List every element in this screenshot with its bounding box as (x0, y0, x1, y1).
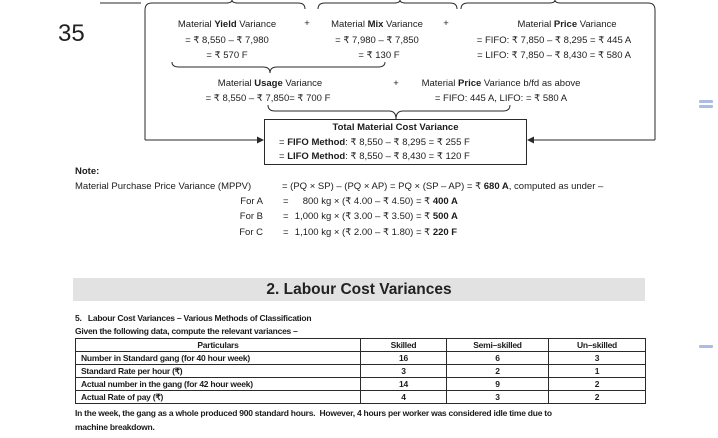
table-header-row (76, 339, 646, 352)
item-label-b: For B (239, 211, 263, 222)
item-expression: kg × (₹ 3.00 – ₹ 3.50) = ₹ (318, 211, 433, 222)
cell-skilled: 16 (361, 352, 447, 365)
price-variance-lifo: = LIFO: ₹ 7,850 – ₹ 8,430 = ₹ 580 A (477, 50, 631, 61)
yield-variance-formula: = ₹ 8,550 – ₹ 7,980 (185, 35, 269, 46)
mppv-expression: = (PQ × SP) – (PQ × AP) = PQ × (SP – AP) = ₹ (282, 181, 484, 192)
cell-un-skilled: 2 (549, 378, 646, 391)
item-quantity: 1,100 (294, 227, 319, 238)
mix-variance-formula: = ₹ 7,980 – ₹ 7,850 (335, 35, 419, 46)
item-result: 500 A (432, 211, 458, 222)
grip-line-icon (699, 105, 713, 108)
table-row (76, 378, 646, 391)
total-fifo-line (279, 137, 470, 149)
plus-sign: + (443, 18, 449, 29)
title-suffix: Variance (236, 19, 277, 30)
brace-yield-mix (172, 62, 385, 73)
problem-footer-line-1: In the week, the gang as a whole produced 900 standard hours. However, 4 hours per worker was considered idle time due to (75, 408, 552, 418)
item-quantity: 800 (302, 196, 319, 207)
item-calc-b (283, 211, 458, 223)
row-label: Standard Rate per hour (₹) (76, 365, 361, 378)
cell-skilled: 14 (361, 378, 447, 391)
note-heading: Note: (75, 166, 100, 177)
column-header-skilled: Skilled (361, 339, 447, 352)
item-result: 220 F (432, 227, 458, 238)
eq-sign: = (283, 211, 289, 222)
mix-variance-title (307, 19, 447, 31)
method-label: FIFO Method (287, 137, 346, 148)
title-suffix: Variance (282, 78, 323, 89)
mppv-label: Material Purchase Price Variance (MPPV) (75, 181, 252, 192)
price-bfd-values: = FIFO: 445 A, LIFO: = ₹ 580 A (434, 93, 568, 104)
plus-sign: + (304, 18, 310, 29)
title-keyword: Usage (254, 78, 283, 89)
cell-un-skilled: 2 (549, 391, 646, 404)
eq-sign: = (283, 196, 289, 207)
cell-un-skilled: 1 (549, 365, 646, 378)
arrowhead-left (257, 137, 264, 144)
total-variance-title: Total Material Cost Variance (332, 122, 459, 133)
problem-footer-line-2: machine breakdown. (75, 422, 155, 432)
cell-un-skilled: 3 (549, 352, 646, 365)
mppv-formula (282, 181, 603, 193)
cell-semi-skilled: 6 (447, 352, 549, 365)
usage-variance-formula: = ₹ 8,550 – ₹ 7,850= ₹ 700 F (205, 93, 331, 104)
column-header-particulars: Particulars (76, 339, 361, 352)
arrowhead-right (527, 137, 534, 144)
title-prefix: Material (177, 19, 215, 30)
problem-instruction: Given the following data, compute the relevant variances – (75, 326, 298, 336)
total-lifo-line (279, 151, 470, 163)
table-row (76, 391, 646, 404)
grip-line-icon (699, 100, 713, 103)
mix-variance-result: = ₹ 130 F (358, 50, 400, 61)
cell-semi-skilled: 9 (447, 378, 549, 391)
problem-heading: 5. Labour Cost Variances – Various Methods of Classification (75, 313, 312, 323)
title-keyword: Mix (367, 19, 384, 30)
yield-variance-result: = ₹ 570 F (206, 50, 248, 61)
scroll-page-marker (699, 345, 713, 348)
scroll-handle[interactable] (699, 100, 713, 109)
item-expression: kg × (₹ 4.00 – ₹ 4.50) = ₹ (318, 196, 433, 207)
price-variance-title (477, 19, 657, 31)
price-variance-fifo: = FIFO: ₹ 7,850 – ₹ 8,295 = ₹ 445 A (476, 35, 632, 46)
column-header-semi-skilled: Semi–skilled (447, 339, 549, 352)
eq-sign: = (279, 151, 288, 162)
title-keyword: Yield (214, 19, 237, 30)
item-quantity: 1,000 (294, 211, 319, 222)
cell-skilled: 4 (361, 391, 447, 404)
total-variance-box (264, 119, 527, 165)
cell-semi-skilled: 3 (447, 391, 549, 404)
yield-variance-title (147, 19, 307, 31)
title-prefix: Material (421, 78, 459, 89)
row-label: Actual Rate of pay (₹) (76, 391, 361, 404)
title-suffix: Variance (577, 19, 617, 30)
row-label: Number in Standard gang (for 40 hour week) (76, 352, 361, 365)
method-calc: : ₹ 8,550 – ₹ 8,295 = ₹ 255 F (345, 137, 470, 148)
title-prefix: Material (217, 78, 255, 89)
usage-variance-title (190, 78, 350, 90)
plus-sign: + (393, 78, 399, 89)
title-suffix: Variance (383, 19, 423, 30)
title-prefix: Material (517, 19, 554, 30)
table-row (76, 352, 646, 365)
row-label: Actual number in the gang (for 42 hour week) (76, 378, 361, 391)
eq-sign: = (279, 137, 288, 148)
section-banner (73, 278, 645, 301)
method-calc: : ₹ 8,550 – ₹ 8,430 = ₹ 120 F (345, 151, 470, 162)
title-prefix: Material (331, 19, 368, 30)
mppv-result: 680 A (483, 181, 509, 192)
method-label: LIFO Method (287, 151, 346, 162)
title-keyword: Price (553, 19, 578, 30)
eq-sign: = (283, 227, 289, 238)
item-label-c: For C (239, 227, 263, 238)
section-title: 2. Labour Cost Variances (266, 281, 452, 298)
brace-mix-top (318, 0, 457, 9)
title-suffix: Variance b/fd as above (481, 78, 581, 89)
labour-data-table (75, 338, 646, 404)
item-result: 400 A (432, 196, 458, 207)
item-expression: kg × (₹ 2.00 – ₹ 1.80) = ₹ (318, 227, 433, 238)
price-bfd-title (401, 78, 601, 90)
cell-skilled: 3 (361, 365, 447, 378)
cell-semi-skilled: 2 (447, 365, 549, 378)
title-keyword: Price (458, 78, 482, 89)
item-calc-c (283, 227, 457, 239)
page-number: 35 (58, 20, 85, 47)
item-calc-a (283, 196, 458, 208)
mppv-tail: , computed as under – (508, 181, 604, 192)
column-header-un-skilled: Un–skilled (549, 339, 646, 352)
table-row (76, 365, 646, 378)
item-label-a: For A (240, 196, 263, 207)
brace-usage-price (268, 105, 510, 119)
